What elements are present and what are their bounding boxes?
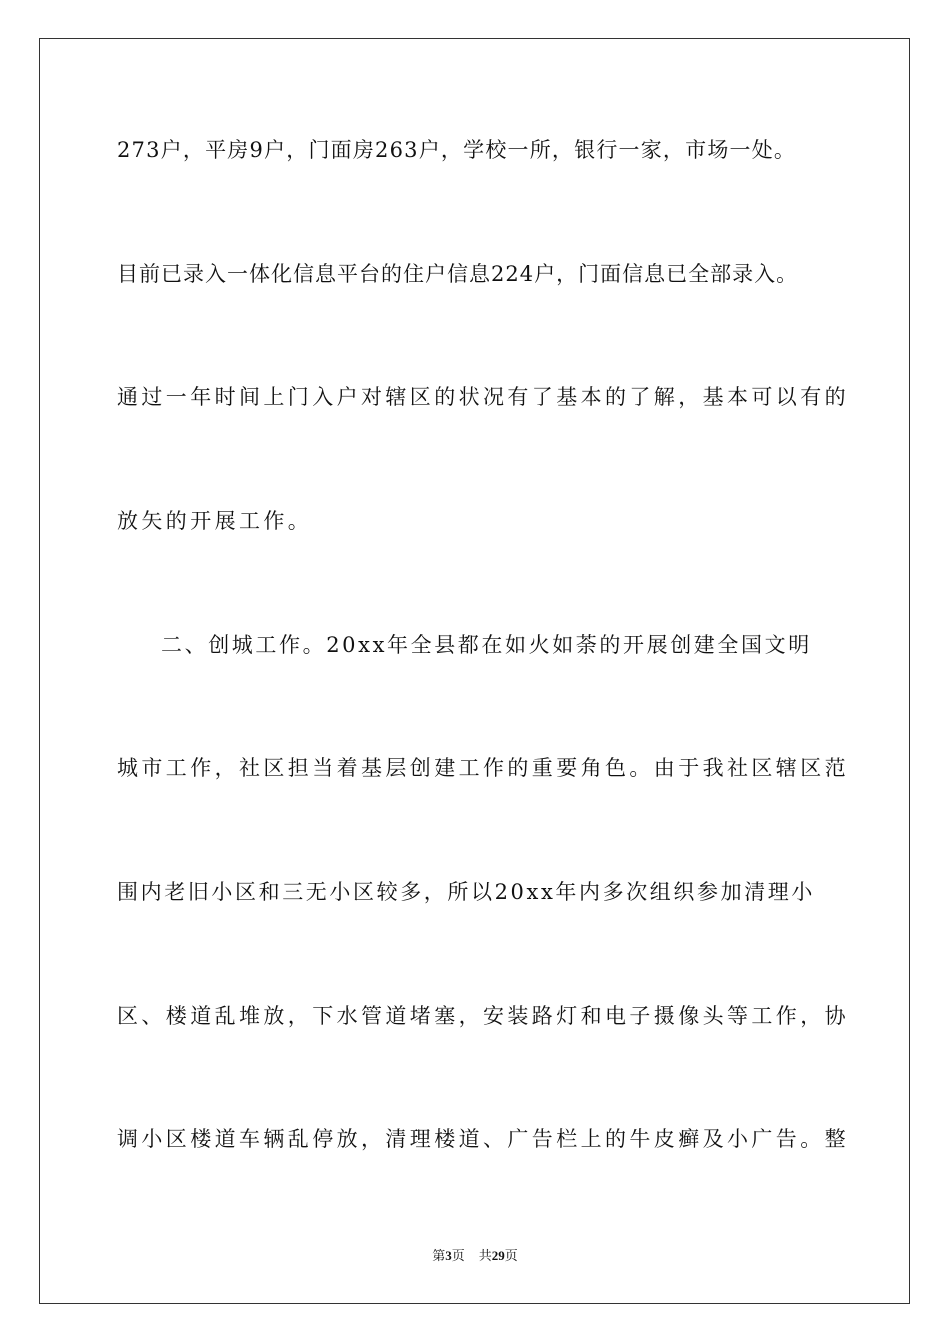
page-number: 3 [445, 1248, 452, 1263]
body-line-1: 273户，平房9户，门面房263户，学校一所，银行一家，市场一处。 [117, 138, 797, 162]
total-prefix: 共 [478, 1248, 492, 1263]
page-footer [0, 1249, 950, 1262]
page-suffix: 页 [451, 1248, 465, 1263]
body-line-7: 围内老旧小区和三无小区较多，所以20xx年内多次组织参加清理小 [117, 880, 816, 904]
body-line-8: 区、楼道乱堆放，下水管道堵塞，安装路灯和电子摄像头等工作，协 [117, 1004, 849, 1028]
body-line-2: 目前已录入一体化信息平台的住户信息224户，门面信息已全部录入。 [117, 262, 799, 286]
body-line-6: 城市工作，社区担当着基层创建工作的重要角色。由于我社区辖区范 [117, 756, 849, 780]
page-border [39, 38, 910, 1304]
body-line-9: 调小区楼道车辆乱停放，清理楼道、广告栏上的牛皮癣及小广告。整 [117, 1127, 849, 1151]
page-prefix: 第 [432, 1248, 446, 1263]
total-pages: 29 [491, 1248, 505, 1263]
body-line-3: 通过一年时间上门入户对辖区的状况有了基本的了解，基本可以有的 [117, 385, 849, 409]
body-line-5-paragraph-start: 二、创城工作。20xx年全县都在如火如荼的开展创建全国文明 [161, 633, 812, 657]
total-suffix: 页 [504, 1248, 518, 1263]
body-line-4: 放矢的开展工作。 [117, 509, 313, 533]
